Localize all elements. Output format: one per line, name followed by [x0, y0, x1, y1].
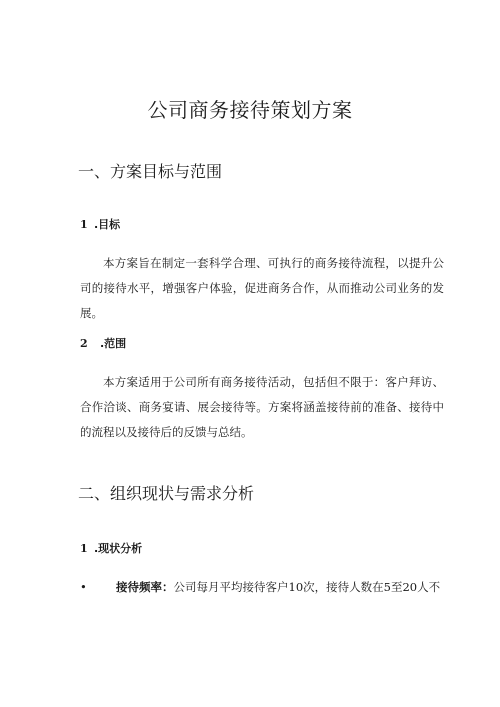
bullet-marker: • — [80, 580, 87, 594]
subsection-heading-status-analysis — [80, 541, 142, 557]
section-heading-status-needs: 二、组织现状与需求分析 — [78, 484, 255, 503]
subsection-number: 1 — [80, 542, 88, 555]
scope-paragraph: 本方案适用于公司所有商务接待活动，包括但不限于：客户拜访、合作洽谈、商务宴请、展会接待等。方案将涵盖接待前的准备、接待中的流程以及接待后的反馈与总结。 — [80, 375, 444, 439]
subsection-heading-scope — [80, 336, 126, 352]
subsection-label: .范围 — [100, 337, 127, 350]
bullet-body: 公司每月平均接待客户10次，接待人数在5至20人不 — [173, 580, 441, 594]
subsection-number: 2 — [80, 337, 88, 350]
bullet-lead: 接待频率： — [116, 580, 174, 594]
bullet-text — [116, 578, 440, 596]
goal-paragraph: 本方案旨在制定一套科学合理、可执行的商务接待流程，以提升公司的接待水平，增强客户体验，促进商务合作，从而推动公司业务的发展。 — [80, 256, 444, 320]
subsection-number: 1 — [80, 218, 88, 231]
document-title: 公司商务接待策划方案 — [147, 98, 353, 122]
subsection-label: .现状分析 — [94, 542, 143, 555]
subsection-label: .目标 — [94, 218, 121, 231]
section-heading-goals-scope: 一、方案目标与范围 — [78, 162, 223, 181]
subsection-heading-goal — [80, 217, 120, 233]
